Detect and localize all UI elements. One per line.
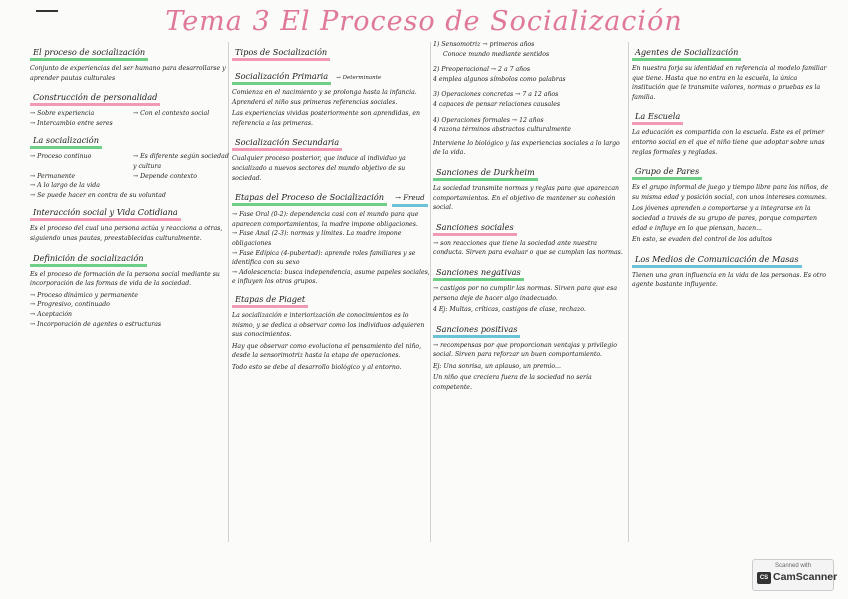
list-item: → Intercambio entre seres xyxy=(30,119,113,127)
list-item: → Proceso dinámico y permanente xyxy=(30,291,138,299)
heading-escuela: La Escuela xyxy=(632,111,683,125)
list-item: 4 razona términos abstractos culturalmente xyxy=(433,126,571,134)
list-item: → Depende contexto xyxy=(133,172,198,180)
list-item: Conoce mundo mediante sentidos xyxy=(443,50,550,58)
paragraph: → castigos por no cumplir las normas. Sirven para que esa persona deje de hacer algo inadecuado. xyxy=(433,284,618,302)
heading-sanciones-positivas: Sanciones positivas xyxy=(433,324,520,338)
list-item: → Sobre experiencia xyxy=(30,110,95,118)
heading-primaria: Socialización Primaria xyxy=(232,71,331,85)
paragraph: La educación es compartida con la escuela. Este es el primer entorno social en el que el niño tiene que adoptar sobre unas reglas formales y regladas. xyxy=(632,129,825,156)
heading-sanciones-sociales: Sanciones sociales xyxy=(433,222,517,236)
list-item: → Proceso continuo xyxy=(30,153,92,161)
list-item: 4 capaces de pensar relaciones causales xyxy=(433,100,561,108)
list-item: 2) Preoperacional → 2 a 7 años xyxy=(433,66,531,74)
list-item: → Permanente xyxy=(30,172,75,180)
page-title: Tema 3 El Proceso de Socialización xyxy=(165,6,683,37)
heading-piaget: Etapas de Piaget xyxy=(232,294,308,308)
heading-agentes: Agentes de Socialización xyxy=(632,47,741,61)
list-item: → Fase Oral (0-2): dependencia casi con el mundo para que aparecen comportamientos, la madre impone obligaciones. xyxy=(232,211,419,228)
paragraph: Tienen una gran influencia en la vida de las personas. Es otro agente bastante influyente. xyxy=(632,271,826,289)
column-3 xyxy=(433,40,628,395)
list-item: 4) Operaciones formales → 12 años xyxy=(433,116,544,124)
column-2 xyxy=(232,40,432,374)
badge-brand: CamScanner xyxy=(773,571,838,583)
heading-socializacion: La socialización xyxy=(30,135,102,149)
paragraph: En esto, se evaden del control de los adultos xyxy=(632,236,772,244)
paragraph: Todo esto se debe al desarrollo biológico y al entorno. xyxy=(232,363,402,371)
paragraph: → recompensas por que proporcionan ventajas y privilegio social. Sirven para reforzar un buen comportamiento. xyxy=(433,341,617,359)
heading-sanciones-negativas: Sanciones negativas xyxy=(433,267,524,281)
paragraph: → son reacciones que tiene la sociedad ante nuestra conducta. Sirven para evaluar o que se cumplan las normas. xyxy=(433,239,623,257)
heading-personalidad: Construcción de personalidad xyxy=(30,92,160,106)
heading-tipos: Tipos de Socialización xyxy=(232,47,330,61)
heading-pares: Grupo de Pares xyxy=(632,166,702,180)
heading-secundaria: Socialización Secundaria xyxy=(232,137,342,151)
column-divider xyxy=(628,42,629,542)
paragraph: Interviene lo biológico y las experiencias sociales a lo largo de la vida. xyxy=(433,139,620,157)
list-item: → Es diferente según sociedad y cultura xyxy=(133,153,229,170)
column-4 xyxy=(632,40,832,292)
paragraph: Hay que observar como evoluciona el pensamiento del niño, desde la sensorimotriz hasta la etapa de operaciones. xyxy=(232,342,422,360)
paragraph: En nuestra forja su identidad en referencia al modelo familiar que tiene. Hasta que no entra en la escuela, la única institución que le transmite valores, normas o pruebas es la familia. xyxy=(632,65,827,101)
list-item: → Fase Anal (2-3): normas y límites. La madre impone obligaciones xyxy=(232,230,402,247)
paragraph: Conjunto de experiencias del ser humano para desarrollarse y aprender pautas culturales xyxy=(30,65,226,82)
paragraph: Cualquier proceso posterior, que induce al individuo ya socializado a nuevos sectores del mundo objetivo de su sociedad. xyxy=(232,155,406,182)
list-item: → Fase Edípica (4-pubertad): aprende roles familiares y se identifica con su sexo xyxy=(232,249,416,267)
paragraph: Un niño que creciera fuera de la sociedad no sería competente. xyxy=(433,374,592,392)
column-1 xyxy=(30,40,230,329)
paragraph: La socialización e interiorización de conocimientos es lo mismo, y se dedica a observar como los individuos adquieren sus conocimientos. xyxy=(232,311,425,339)
heading-durkheim: Sanciones de Durkheim xyxy=(433,167,538,181)
camscanner-logo-icon: CS xyxy=(757,572,771,584)
heading-definicion: Definición de socialización xyxy=(30,253,147,267)
heading-etapas: Etapas del Proceso de Socialización xyxy=(232,192,387,206)
camscanner-badge xyxy=(752,559,838,591)
paragraph: Las experiencias vividas posteriormente son aprendidas, en referencia a las primeras. xyxy=(232,110,421,127)
paragraph: La sociedad transmite normas y reglas para que aparezcan comportamientos. En el objetivo de mantener su cohesión social. xyxy=(433,184,620,212)
paragraph: Los jóvenes aprenden a comportarse y a integrarse en la sociedad a través de su grupo de pares, porque comparten edad e influye en lo que piensan, hacen... xyxy=(632,205,817,232)
list-item: → A lo largo de la vida xyxy=(30,182,100,190)
list-item: → Adolescencia: busca independencia, asume papeles sociales, e influyen los otros grupos. xyxy=(232,268,430,286)
badge-caption: Scanned with xyxy=(775,563,812,569)
paragraph: Es el proceso del cual una persona actúa y reacciona a otras, siguiendo unas pautas, preestablecidas culturalmente. xyxy=(30,225,223,242)
list-item: 3) Operaciones concretas → 7 a 12 años xyxy=(433,91,559,99)
paragraph: 4 Ej: Multas, críticas, castigos de clase, rechazo. xyxy=(433,306,586,314)
heading-freud: → Freud xyxy=(392,193,427,207)
heading-medios: Los Medios de Comunicación de Masas xyxy=(632,254,802,268)
paragraph: Comienza en el nacimiento y se prolonga hasta la infancia. Aprenderá el niño sus primeras referencias sociales. xyxy=(232,89,417,106)
list-item: → Con el contexto social xyxy=(133,110,210,118)
list-item: → Aceptación xyxy=(30,310,73,318)
heading-interaccion: Interacción social y Vida Cotidiana xyxy=(30,207,181,221)
list-item: → Progresivo, continuado xyxy=(30,301,110,309)
paragraph: Ej: Una sonrisa, un aplauso, un premio... xyxy=(433,362,561,370)
list-item: → Incorporación de agentes o estructuras xyxy=(30,320,162,328)
heading-proceso: El proceso de socialización xyxy=(30,47,148,61)
note-determinante: → Determinante xyxy=(336,75,382,81)
list-item: 4 emplea algunos símbolos como palabras xyxy=(433,75,566,83)
paragraph: Es el proceso de formación de la persona social mediante su incorporación de las formas de vida de la sociedad. xyxy=(30,270,220,288)
paragraph: Es el grupo informal de juego y tiempo libre para los niños, de su misma edad y posición social, con unos intereses comunes. xyxy=(632,184,829,201)
list-item: 1) Sensomotriz → primeros años xyxy=(433,41,535,48)
list-item: → Se puede hacer en contra de su voluntad xyxy=(30,191,166,199)
